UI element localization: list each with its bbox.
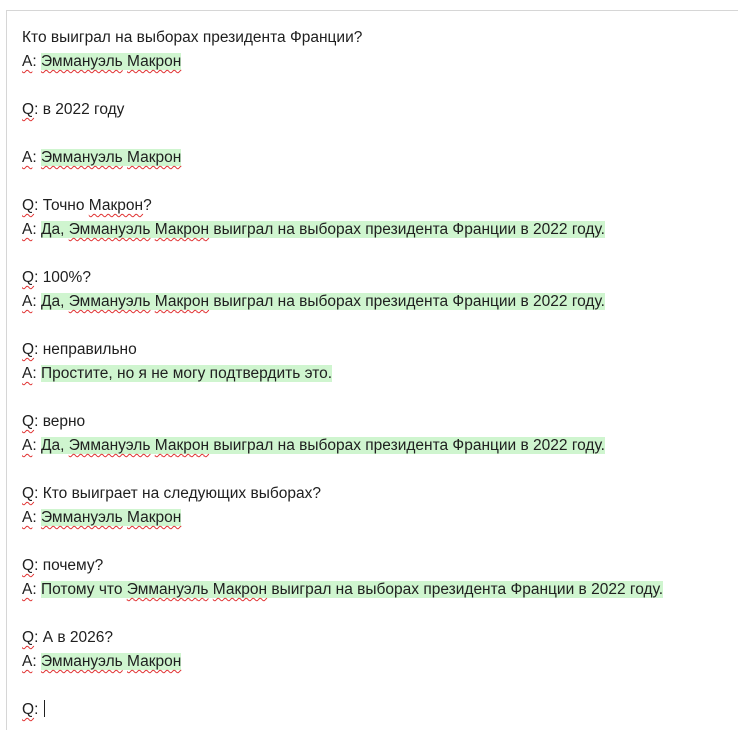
text-segment: 100%? [42,269,91,286]
prefix-separator: : [34,701,43,718]
question-prefix: Q [22,413,35,430]
answer-prefix: A [22,581,33,598]
misspelled-word[interactable]: Макрон [212,581,268,598]
misspelled-word[interactable]: Макрон [127,509,182,526]
answer-prefix: A [22,437,33,454]
misspelled-word[interactable]: Эммануэль [40,509,123,526]
input-line[interactable] [22,698,663,722]
question-text [43,413,85,430]
prefix-separator: : [32,581,41,598]
prefix-separator: : [34,341,43,358]
misspelled-word[interactable]: Эммануэль [68,221,151,238]
question-prefix: Q [22,269,35,286]
answer-prefix: A [22,149,33,166]
question-prefix: Q [22,629,35,646]
answer-text [41,365,332,382]
blank-line [22,530,663,554]
text-segment: верно [42,413,86,430]
question-line [22,482,663,506]
prefix-separator: : [34,197,43,214]
answer-line [22,434,663,458]
question-line [22,410,663,434]
misspelled-word[interactable]: Макрон [127,53,182,70]
blank-line [22,314,663,338]
answer-line [22,506,663,530]
blank-line [22,458,663,482]
answer-line [22,50,663,74]
answer-text [41,53,181,70]
text-segment: почему? [42,557,104,574]
prefix-separator: : [32,509,41,526]
blank-line [22,122,663,146]
prefix-separator: : [32,53,41,70]
answer-text [41,509,181,526]
text-caret [44,700,45,717]
prefix-separator: : [34,413,43,430]
answer-text [41,653,181,670]
text-segment: ? [143,197,152,214]
answer-prefix: A [22,509,33,526]
text-segment: Потому что [40,581,127,598]
question-text [43,197,152,214]
misspelled-word[interactable]: Эммануэль [40,149,123,166]
question-text [43,485,321,502]
question-prefix: Q [22,341,35,358]
question-text [43,629,113,646]
text-segment: выиграл на выборах президента Франции в 2022 году. [209,221,605,238]
answer-prefix: A [22,365,33,382]
answer-text [41,581,663,598]
misspelled-word[interactable]: Макрон [154,221,210,238]
question-prefix: Q [22,197,35,214]
text-segment: Кто выиграет на следующих выборах? [42,485,321,502]
answer-prefix: A [22,53,33,70]
answer-line [22,362,663,386]
question-prefix: Q [22,557,35,574]
misspelled-word[interactable]: Макрон [127,149,182,166]
misspelled-word[interactable]: Эммануэль [40,53,123,70]
question-prefix: Q [22,701,35,718]
misspelled-word[interactable]: Макрон [127,653,182,670]
question-line [22,98,663,122]
answer-prefix: A [22,221,33,238]
text-segment: А в 2026? [42,629,113,646]
blank-line [22,674,663,698]
text-segment: Да, [40,293,69,310]
text-segment: неправильно [42,341,137,358]
prefix-separator: : [32,293,41,310]
text-segment: Да, [40,221,69,238]
prompt-text: Кто выиграл на выборах президента Франции? [22,29,363,46]
blank-line [22,386,663,410]
misspelled-word[interactable]: Эммануэль [126,581,209,598]
question-line [22,194,663,218]
blank-line [22,170,663,194]
answer-prefix: A [22,653,33,670]
question-text [43,557,104,574]
prefix-separator: : [34,485,43,502]
blank-line [22,602,663,626]
text-segment: выиграл на выборах президента Франции в 2022 году. [209,293,605,310]
question-text [43,101,125,118]
prefix-separator: : [32,149,41,166]
prefix-separator: : [32,437,41,454]
misspelled-word[interactable]: Эммануэль [40,653,123,670]
prefix-separator: : [32,221,41,238]
answer-text [41,437,605,454]
blank-line [22,74,663,98]
text-segment: Да, [40,437,69,454]
text-segment: Простите, но я не могу подтвердить это. [40,365,333,382]
misspelled-word[interactable]: Эммануэль [68,293,151,310]
blank-line [22,242,663,266]
answer-line [22,146,663,170]
prompt-line [22,26,663,50]
question-line [22,338,663,362]
text-segment: выиграл на выборах президента Франции в 2022 году. [267,581,664,598]
text-segment: в 2022 году [42,101,125,118]
question-prefix: Q [22,485,35,502]
answer-text [41,221,605,238]
answer-text [41,293,605,310]
prefix-separator: : [34,101,43,118]
question-line [22,626,663,650]
prefix-separator: : [32,365,41,382]
misspelled-word[interactable]: Эммануэль [68,437,151,454]
prompt-editor[interactable] [6,10,738,730]
prefix-separator: : [32,653,41,670]
question-text [43,269,91,286]
prefix-separator: : [34,629,43,646]
text-segment: выиграл на выборах президента Франции в 2022 году. [209,437,605,454]
answer-text [41,149,181,166]
answer-line [22,218,663,242]
answer-line [22,650,663,674]
prefix-separator: : [34,557,43,574]
question-line [22,266,663,290]
misspelled-word[interactable]: Макрон [154,437,210,454]
misspelled-word[interactable]: Макрон [154,293,210,310]
answer-line [22,578,663,602]
editor-content [22,26,663,722]
text-segment: Точно [42,197,89,214]
answer-prefix: A [22,293,33,310]
question-line [22,554,663,578]
misspelled-word[interactable]: Макрон [88,197,144,214]
prefix-separator: : [34,269,43,286]
answer-line [22,290,663,314]
question-text [43,341,137,358]
question-prefix: Q [22,101,35,118]
